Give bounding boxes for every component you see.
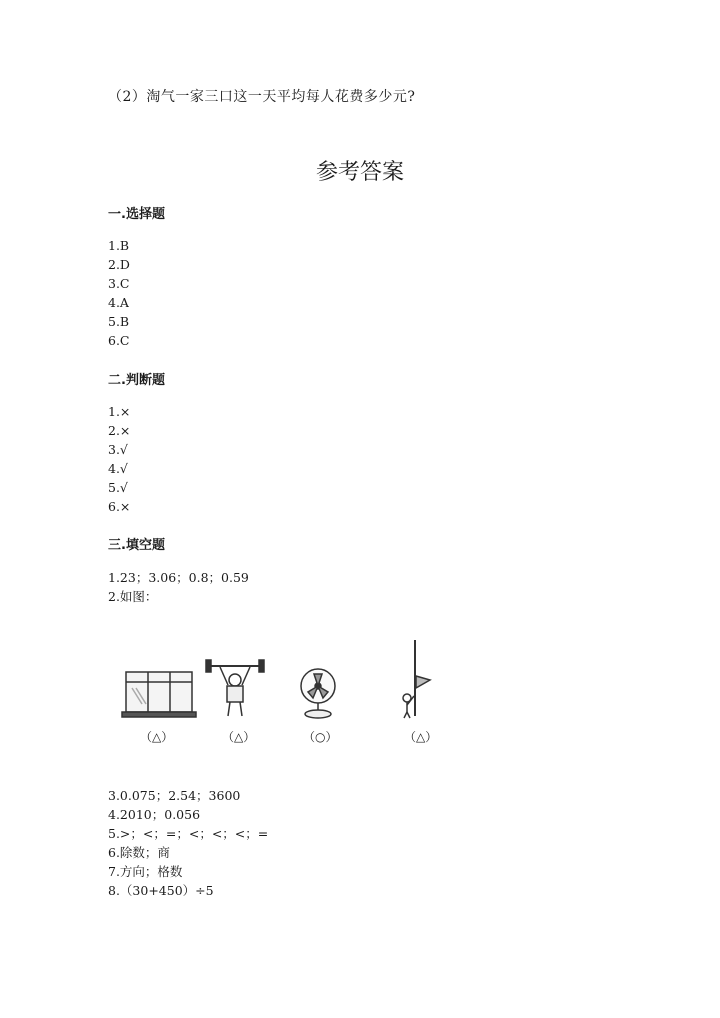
answer-item: 1.× [108,404,131,419]
judge-answers [108,402,130,516]
answer-item: 3.C [108,276,130,291]
answer-item: 4.2010；0.056 [108,807,201,822]
answer-item: 6.除数；商 [108,845,170,860]
figure-mark: （△） [222,730,256,744]
figure-mark: （△） [140,730,174,744]
section-heading-fill: 三.填空题 [108,538,165,553]
section-heading-choice: 一.选择题 [108,207,165,222]
answer-item: 3.0.075；2.54；3600 [108,788,241,803]
answer-item: 2.D [108,257,130,272]
fill-answers [108,568,249,606]
question-text: （2）淘气一家三口这一天平均每人花费多少元? [108,89,416,105]
answer-item: 5.>；<；=；<；<；<；= [108,826,269,841]
window-icon [122,672,196,717]
answer-item: 5.√ [108,480,128,495]
fan-icon [301,669,335,718]
answer-item: 2.× [108,423,131,438]
answer-item: 4.A [108,295,129,310]
page-title: 参考答案 [315,160,404,185]
answer-item: 4.√ [108,461,128,476]
answer-item: 1.23；3.06；0.8；0.59 [108,570,249,585]
answer-item: 7.方向；格数 [108,864,183,879]
figure-mark: （○） [303,730,338,744]
choice-answers [108,236,130,350]
answer-item: 2.如图： [108,589,158,604]
more-answers [108,786,268,900]
answer-item: 5.B [108,314,130,329]
answer-item: 1.B [108,238,130,253]
answer-item: 3.√ [108,442,128,457]
figure-mark: （△） [404,730,438,744]
answer-item: 8.（30+450）÷5 [108,883,214,898]
flag-raising-icon [403,640,430,718]
weightlifter-icon [206,660,264,716]
answer-item: 6.× [108,499,131,514]
answer-item: 6.C [108,333,130,348]
section-heading-judge: 二.判断题 [108,373,165,388]
